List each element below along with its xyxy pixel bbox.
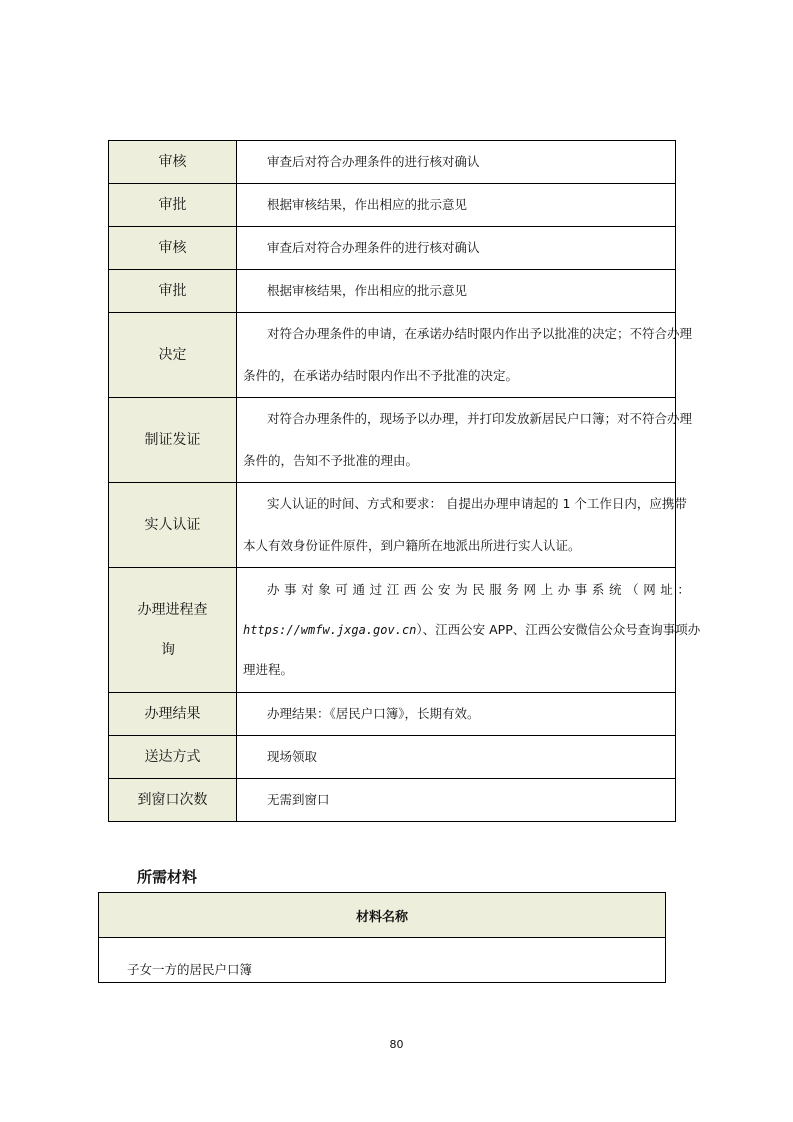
content-line: 实人认证的时间、方式和要求： 自提出办理申请起的 1 个工作日内，应携带 <box>267 496 687 511</box>
table-row <box>109 184 676 227</box>
table-row <box>109 483 676 568</box>
content-line <box>243 610 701 650</box>
content-line: 条件的，告知不予批准的理由。 <box>243 453 419 468</box>
row-content <box>237 398 693 483</box>
page-number: 80 <box>389 1038 404 1051</box>
row-label: 送达方式 <box>109 736 237 779</box>
row-content: 根据审核结果，作出相应的批示意见 <box>237 184 676 227</box>
row-label: 实人认证 <box>109 483 237 568</box>
row-label: 到窗口次数 <box>109 779 237 822</box>
row-content <box>237 568 701 693</box>
row-label: 审批 <box>109 184 237 227</box>
row-content: 现场领取 <box>237 736 676 779</box>
content-line: 理进程。 <box>243 662 294 677</box>
materials-table <box>98 892 666 983</box>
table-row <box>109 141 676 184</box>
table-row <box>109 779 676 822</box>
row-label: 决定 <box>109 313 237 398</box>
row-label <box>109 568 237 693</box>
table-row <box>109 313 676 398</box>
row-label: 制证发证 <box>109 398 237 483</box>
content-line: 本人有效身份证件原件，到户籍所在地派出所进行实人认证。 <box>243 538 581 553</box>
row-label: 办理结果 <box>109 693 237 736</box>
table-row <box>109 693 676 736</box>
table-row <box>109 736 676 779</box>
table-row <box>109 398 676 483</box>
content-line: 办事对象可通过江西公安为民服务网上办事系统（网址： <box>267 582 695 597</box>
process-table <box>108 140 701 822</box>
table-row <box>109 270 676 313</box>
row-content: 办理结果：《居民户口簿》，长期有效。 <box>237 693 676 736</box>
content-line: 条件的，在承诺办结时限内作出不予批准的决定。 <box>243 368 519 383</box>
content-line: 对符合办理条件的申请，在承诺办结时限内作出予以批准的决定；不符合办理 <box>267 326 693 341</box>
row-content: 根据审核结果，作出相应的批示意见 <box>237 270 676 313</box>
table-row <box>99 938 666 983</box>
website-link[interactable]: https://wmfw.jxga.gov.cn <box>243 623 417 637</box>
material-item: 子女一方的居民户口簿 <box>99 938 666 983</box>
materials-title: 所需材料 <box>137 868 198 886</box>
label-line: 办理进程查 <box>137 602 208 618</box>
row-label: 审批 <box>109 270 237 313</box>
content-line: 对符合办理条件的，现场予以办理，并打印发放新居民户口簿；对不符合办理 <box>267 411 693 426</box>
table-row <box>109 568 676 693</box>
table-header-row <box>99 893 666 938</box>
materials-header: 材料名称 <box>99 893 666 938</box>
label-line: 询 <box>161 642 175 658</box>
row-label: 审核 <box>109 141 237 184</box>
row-content: 审查后对符合办理条件的进行核对确认 <box>237 141 676 184</box>
row-content: 审查后对符合办理条件的进行核对确认 <box>237 227 676 270</box>
row-label: 审核 <box>109 227 237 270</box>
row-content <box>237 313 693 398</box>
row-content <box>237 483 687 568</box>
row-content: 无需到窗口 <box>237 779 676 822</box>
content-text: ）、江西公安 APP、江西公安微信公众号查询事项办 <box>416 622 701 637</box>
table-row <box>109 227 676 270</box>
